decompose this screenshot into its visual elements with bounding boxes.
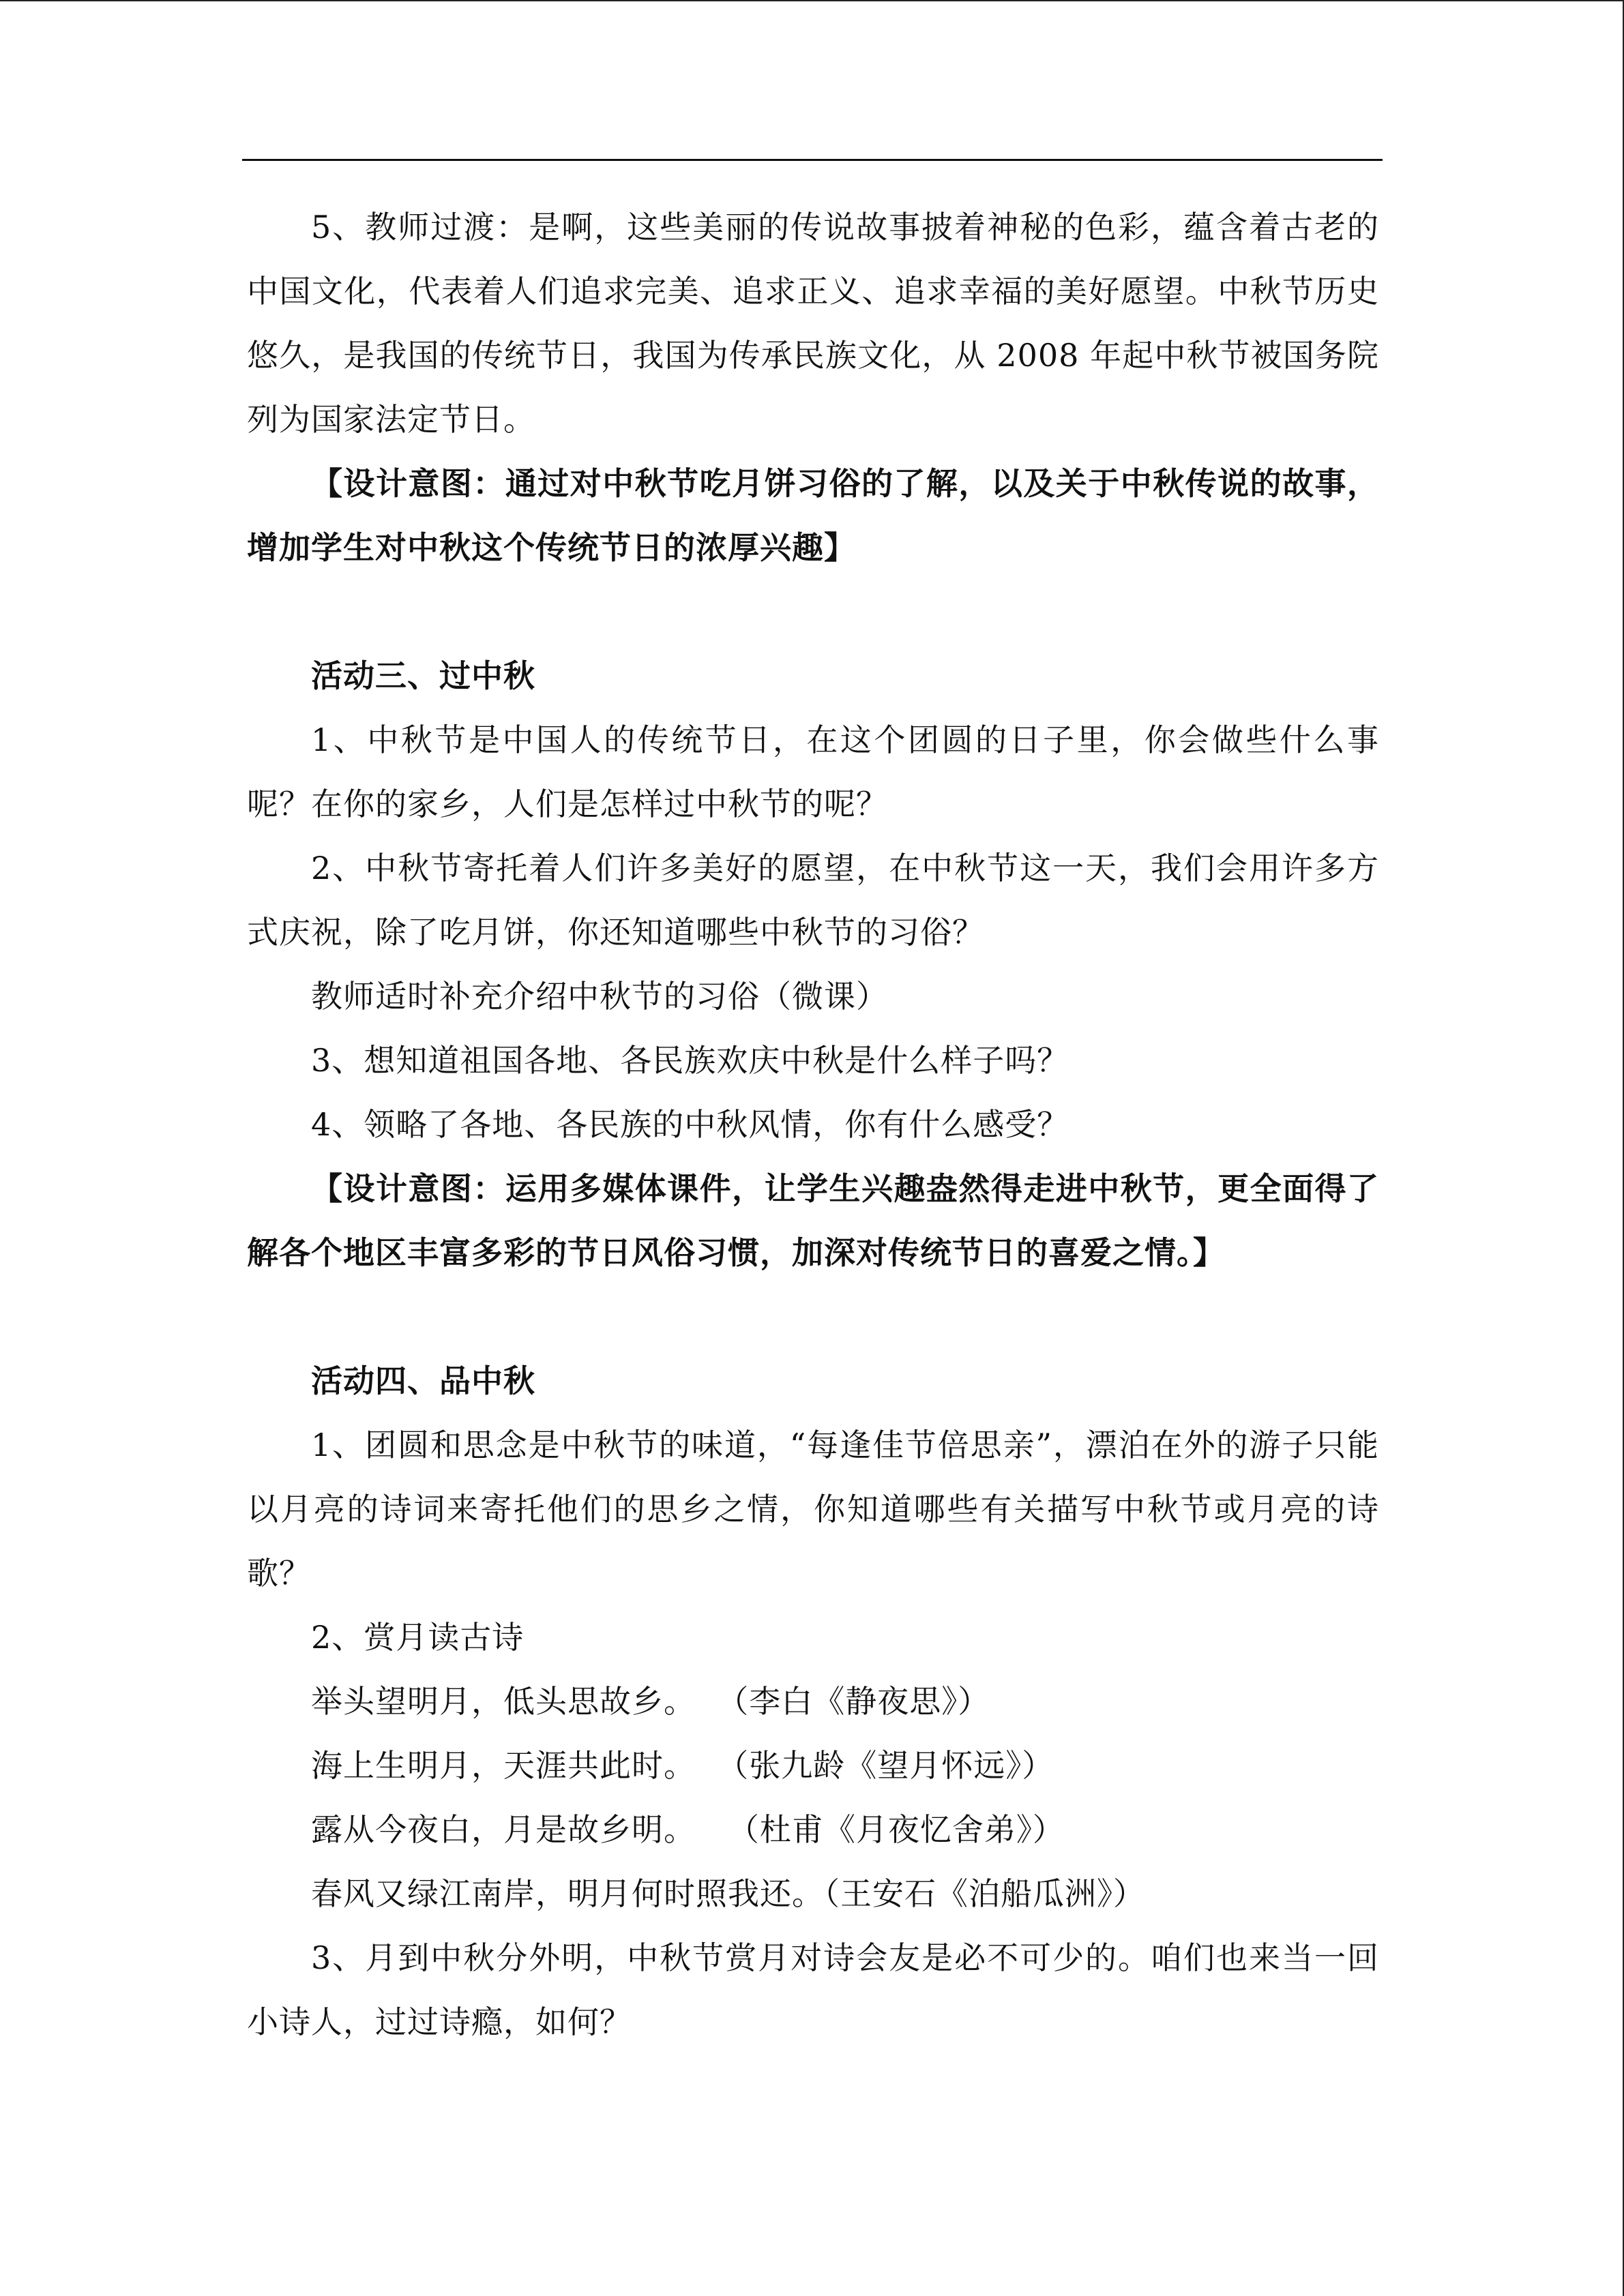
activity-three-heading: 活动三、过中秋 bbox=[311, 657, 535, 694]
activity-three-question-4: 4、领略了各地、各民族的中秋风情，你有什么感受？ bbox=[311, 1106, 1069, 1143]
document-body bbox=[247, 195, 1379, 2054]
design-intent-1: 【设计意图：通过对中秋节吃月饼习俗的了解，以及关于中秋传说的故事，增加学生对中秋这个传统节日的浓厚兴趣】 bbox=[247, 465, 1379, 566]
activity-three-teacher-note: 教师适时补充介绍中秋节的习俗（微课） bbox=[311, 978, 888, 1015]
design-intent-2: 【设计意图：运用多媒体课件，让学生兴趣盎然得走进中秋节，更全面得了解各个地区丰富多彩的节日风俗习惯，加深对传统节日的喜爱之情。】 bbox=[247, 1170, 1379, 1271]
poem-line-4: 春风又绿江南岸，明月何时照我还。（王安石《泊船瓜洲》） bbox=[311, 1875, 1145, 1912]
spacer bbox=[247, 580, 1379, 644]
poem-line-2: 海上生明月，天涯共此时。 （张九龄《望月怀远》） bbox=[311, 1747, 1054, 1784]
spacer bbox=[247, 1285, 1379, 1349]
activity-four-question-1: 1、团圆和思念是中秋节的味道，“每逢佳节倍思亲”，漂泊在外的游子只能以月亮的诗词来寄托他们的思乡之情，你知道哪些有关描写中秋节或月亮的诗歌？ bbox=[247, 1427, 1379, 1592]
activity-three-question-2: 2、中秋节寄托着人们许多美好的愿望，在中秋节这一天，我们会用许多方式庆祝，除了吃月饼，你还知道哪些中秋节的习俗？ bbox=[247, 850, 1379, 951]
activity-four-heading: 活动四、品中秋 bbox=[311, 1362, 535, 1399]
poem-line-3: 露从今夜白，月是故乡明。 （杜甫《月夜忆舍弟》） bbox=[311, 1811, 1065, 1848]
activity-three-question-3: 3、想知道祖国各地、各民族欢庆中秋是什么样子吗？ bbox=[311, 1042, 1069, 1079]
header-rule bbox=[242, 159, 1383, 161]
activity-three-question-1: 1、中秋节是中国人的传统节日，在这个团圆的日子里，你会做些什么事呢？在你的家乡，人们是怎样过中秋节的呢？ bbox=[247, 721, 1379, 822]
activity-four-question-3: 3、月到中秋分外明，中秋节赏月对诗会友是必不可少的。咱们也来当一回小诗人，过过诗瘾，如何？ bbox=[247, 1939, 1379, 2040]
activity-four-question-2: 2、赏月读古诗 bbox=[311, 1619, 525, 1656]
paragraph-teacher-transition: 5、教师过渡：是啊，这些美丽的传说故事披着神秘的色彩，蕴含着古老的中国文化，代表着人们追求完美、追求正义、追求幸福的美好愿望。中秋节历史悠久，是我国的传统节日，我国为传承民族文化，从 2008 年起中秋节被国务院列为国家法定节日。 bbox=[247, 209, 1379, 438]
poem-line-1: 举头望明月，低头思故乡。 （李白《静夜思》） bbox=[311, 1683, 990, 1720]
